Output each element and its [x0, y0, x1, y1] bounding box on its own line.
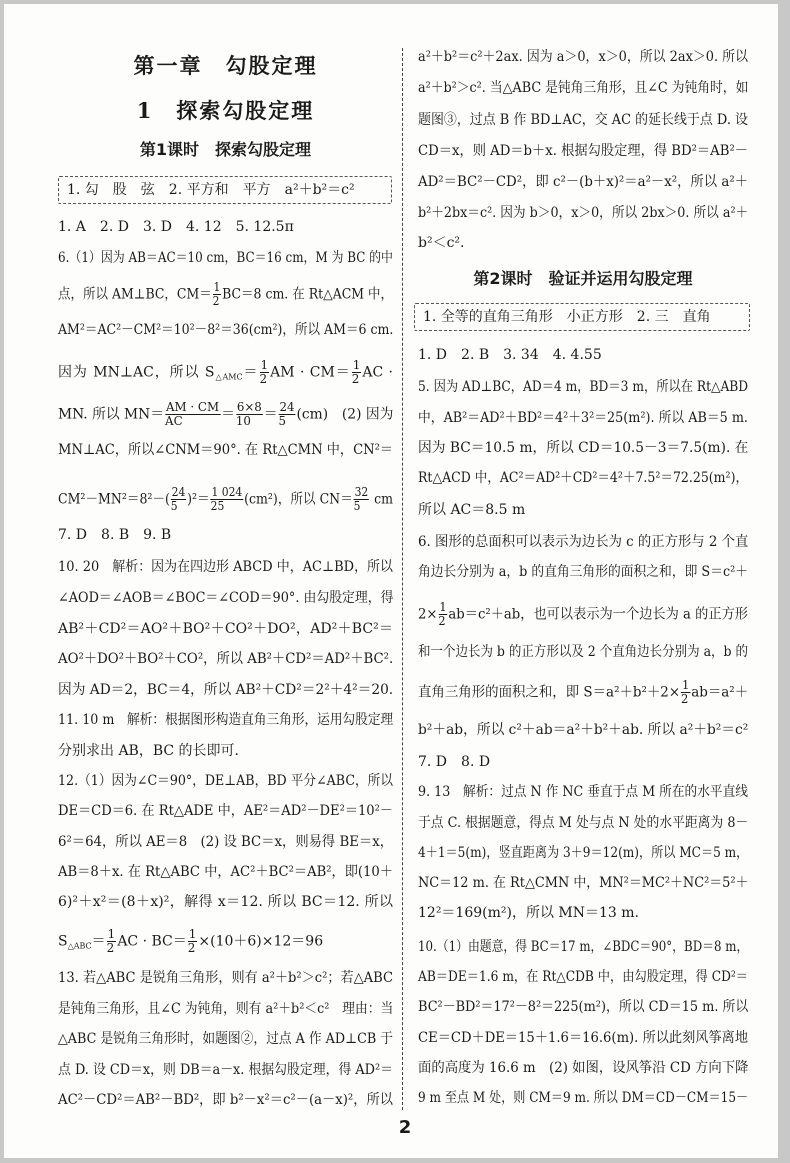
text-segment: 9 m 至点 M 处，则 CM＝9 m. 所以 DM＝CD－CM＝15－: [418, 1090, 749, 1106]
text-segment: AB＝DE＝1.6 m，在 Rt△CDB 中，由勾股定理，得 CD²＝: [418, 969, 748, 985]
text-line: [58, 400, 394, 428]
text-line: [418, 1027, 748, 1049]
text-line: [58, 1028, 393, 1050]
text-segment: ab＝a²＋: [691, 684, 749, 701]
text-line: [418, 531, 748, 553]
text-segment: 角边长分别为 a，b 的直角三角形的面积之和，即 S＝c²＋: [418, 564, 748, 580]
text-segment: 因为 MN⊥AC，所以 S: [58, 364, 215, 381]
text-line: [58, 998, 393, 1020]
text-line: [418, 46, 748, 68]
text-line: [58, 216, 393, 238]
fraction-denominator: 2: [681, 692, 689, 706]
text-segment: b²＜c².: [418, 235, 465, 251]
page-number: 2: [398, 1117, 412, 1138]
text-segment: MN. 所以 MN＝: [58, 406, 165, 423]
text-line: [418, 902, 748, 924]
text-line: [418, 781, 748, 803]
text-line: [418, 1087, 748, 1109]
text-segment: 6)²＋x²＝(8＋x)²，解得 x＝12. 所以 BC＝12. 所以: [58, 894, 393, 910]
text-line: [58, 927, 393, 955]
fraction-denominator: 5: [353, 499, 361, 513]
text-segment: 1. D 2. B 3. 34 4. 4.55: [418, 347, 602, 363]
summary-box-lesson-2: [414, 303, 750, 331]
fraction: [354, 486, 369, 513]
text-segment: 11. 10 m 解析：根据图形构造直角三角形，运用勾股定理: [58, 712, 394, 728]
text-segment: 点 D. 设 CD＝x，则 DB＝a－x. 根据勾股定理，得 AD²＝: [58, 1062, 393, 1078]
text-segment: cm: [370, 491, 393, 508]
text-segment: 10. 20 解析：因为在四边形 ABCD 中，AC⊥BD，所以: [58, 559, 393, 575]
fraction-numerator: 24: [279, 400, 295, 414]
text-segment: AC ·: [362, 364, 394, 381]
text-segment: CE＝CD＋DE＝15＋1.6＝16.6(m). 所以此刻风筝离地: [418, 1030, 748, 1046]
lesson-2-title: 第2课时 验证并运用勾股定理: [473, 269, 693, 288]
text-line: [58, 358, 394, 386]
text-segment: 于点 C. 根据题意，得点 M 处与点 N 处的水平距离为 8－: [418, 815, 749, 831]
text-segment: 点，所以 AM⊥BC，CM＝: [58, 286, 212, 303]
fraction-numerator: 6×8: [236, 400, 262, 414]
text-segment: 2×: [418, 606, 438, 623]
column-divider: [402, 48, 403, 1110]
chapter-title: 第一章 勾股定理: [133, 54, 318, 78]
text-segment: 题图③，过点 B 作 BD⊥AC，交 AC 的延长线于点 D. 设: [418, 112, 748, 128]
text-segment: (cm²)，所以 CN＝: [244, 491, 353, 508]
fraction-denominator: 2: [438, 614, 446, 628]
subscript: △ABC: [67, 941, 92, 951]
fraction: [279, 401, 296, 428]
fraction: [171, 486, 186, 513]
text-line: [58, 485, 393, 513]
text-line: [418, 561, 748, 583]
text-segment: 直角三角形的面积之和，即 S＝a²＋b²＋2×: [418, 684, 681, 701]
text-segment: AM · CM＝: [270, 364, 351, 381]
text-segment: AC · BC＝: [117, 933, 187, 950]
text-segment: ×(10＋6)×12＝96: [198, 933, 324, 950]
text-line: [58, 770, 393, 792]
text-segment: (cm) (2) 因为: [296, 406, 394, 423]
text-segment: 面的高度为 16.6 m (2) 如图，设风筝沿 CD 方向下降: [418, 1060, 749, 1076]
fraction: [260, 359, 270, 386]
fraction-denominator: 5: [278, 414, 287, 428]
text-segment: AB＝8＋x. 在 Rt△ABC 中，AC²＋BC²＝AB²，即(10＋: [58, 864, 393, 880]
fraction: [681, 679, 690, 706]
summary-box-text: 1. 勾 股 弦 2. 平方和 平方 a²＋b²＝c²: [67, 182, 355, 198]
text-line: [58, 648, 393, 670]
text-segment: 9. 13 解析：过点 N 作 NC 垂直于点 M 所在的水平直线: [418, 784, 748, 800]
text-segment: AB²＋CD²＝AO²＋BO²＋CO²＋DO²，AD²＋BC²＝: [58, 621, 393, 637]
text-line: [58, 587, 393, 609]
text-line: [418, 499, 748, 521]
text-line: [58, 831, 393, 853]
fraction-denominator: 2: [106, 941, 115, 955]
text-line: [418, 437, 748, 459]
section-title: 1 探索勾股定理: [136, 98, 315, 123]
text-segment: 中，AB²＝AD²＋BD²＝4²＋3²＝25(m²). 所以 AB＝5 m.: [418, 410, 748, 426]
fraction: [236, 401, 263, 428]
text-segment: AD²＝BC²－CD²，即 c²－(b＋x)²＝a²－x²，所以 a²＋: [418, 174, 748, 190]
text-segment: b²＋ab，所以 c²＋ab＝a²＋b²＋ab. 所以 a²＋b²＝c²: [418, 722, 749, 738]
fraction-numerator: 1: [107, 927, 116, 941]
text-segment: AO²＋DO²＋BO²＋CO²，所以 AB²＋CD²＝AD²＋BC².: [58, 651, 394, 667]
text-line: [418, 936, 748, 958]
fraction-numerator: 32: [354, 485, 369, 499]
text-segment: ＝: [221, 406, 235, 423]
fraction-denominator: 2: [212, 294, 220, 308]
fraction-numerator: AM · CM: [166, 400, 220, 414]
text-line: [58, 861, 393, 883]
subscript: △AMC: [214, 372, 243, 382]
text-segment: 6. 图形的总面积可以表示为边长为 c 的正方形与 2 个直: [418, 534, 749, 550]
fraction: [211, 486, 244, 513]
text-line: [418, 1057, 748, 1079]
fraction-denominator: AC: [165, 414, 183, 428]
text-line: [418, 344, 748, 366]
text-segment: NC＝12 m. 在 Rt△CMN 中，MN²＝MC²＋NC²＝5²＋: [418, 875, 749, 891]
text-segment: 4＋1＝5(m)，竖直距离为 3＋9＝12(m)，所以 MC＝5 m，: [418, 845, 749, 861]
text-line: [418, 641, 748, 663]
text-line: [418, 140, 748, 162]
text-segment: )²＝: [187, 491, 210, 508]
text-segment: 所以 AC＝8.5 m: [418, 502, 526, 518]
text-segment: CM²－MN²＝8²－(: [58, 491, 170, 508]
text-segment: 分别求出 AB，BC 的长即可.: [58, 743, 240, 759]
text-segment: a²＋b²＞c². 当△ABC 是钝角三角形，且∠C 为钝角时，如: [418, 80, 749, 96]
fraction-numerator: 1: [352, 358, 361, 372]
text-segment: 12.（1）因为∠C＝90°，DE⊥AB，BD 平分∠ABC，所以: [58, 773, 393, 789]
text-line: [58, 618, 393, 640]
fraction: [438, 601, 447, 628]
text-segment: b²＋2bx＝c². 因为 b＞0，x＞0，所以 2bx＞0. 所以 a²＋: [418, 205, 749, 221]
text-segment: BC＝8 cm. 在 Rt△ACM 中，: [222, 286, 394, 303]
fraction-numerator: 1: [188, 927, 197, 941]
text-segment: Rt△ACD 中，AC²＝AD²＋CD²＝4²＋7.5²＝72.25(m²)，: [418, 470, 748, 486]
text-line: [418, 232, 748, 254]
text-line: [58, 679, 393, 701]
text-line: [58, 524, 393, 546]
text-segment: 7. D 8. B 9. B: [58, 527, 172, 543]
text-segment: 7. D 8. D: [418, 754, 491, 770]
text-segment: 10.（1）由题意，得 BC＝17 m，∠BDC＝90°，BD＝8 m，: [418, 939, 749, 955]
text-segment: ＝: [242, 364, 259, 381]
text-segment: ab＝c²＋ab，也可以表示为一个边长为 a 的正方形: [448, 606, 748, 623]
text-segment: 和一个边长为 b 的正方形以及 2 个直角边长分别为 a，b 的: [418, 644, 748, 660]
text-segment: AM²＝AC²－CM²＝10²－8²＝36(cm²)，所以 AM＝6 cm.: [58, 322, 394, 338]
fraction: [213, 281, 222, 308]
fraction: [107, 928, 117, 955]
text-segment: 12²＝169(m²)，所以 MN＝13 m.: [418, 905, 639, 921]
fraction-numerator: 1: [213, 280, 221, 294]
text-line: [418, 966, 748, 988]
text-segment: DE＝CD＝6. 在 Rt△ADE 中，AE²＝AD²－DE²＝10²－: [58, 803, 393, 819]
text-segment: △ABC 是锐角三角形时，如题图②，过点 A 作 AD⊥CB 于: [58, 1031, 393, 1047]
text-line: [58, 280, 394, 308]
fraction-numerator: 24: [171, 485, 186, 499]
fraction-numerator: 1: [682, 678, 690, 692]
lesson-1-title: 第1课时 探索勾股定理: [139, 140, 312, 159]
text-line: [418, 996, 748, 1018]
text-line: [418, 600, 748, 628]
text-line: [58, 967, 393, 989]
text-segment: a²＋b²＝c²＋2ax. 因为 a＞0，x＞0，所以 2ax＞0. 所以: [418, 49, 748, 65]
text-segment: 6²＝64，所以 AE＝8 (2) 设 BC＝x，则易得 BE＝x，: [58, 834, 393, 850]
summary-box-text: 1. 全等的直角三角形 小正方形 2. 三 直角: [423, 309, 711, 325]
text-line: [418, 77, 748, 99]
text-line: [418, 467, 748, 489]
text-segment: CD＝x，则 AD＝b＋x. 根据勾股定理，得 BD²＝AB²－: [418, 143, 748, 159]
text-line: [418, 719, 748, 741]
text-line: [418, 171, 748, 193]
text-line: [58, 709, 393, 731]
fraction-numerator: 1: [439, 600, 447, 614]
fraction: [165, 401, 220, 428]
text-line: [418, 678, 749, 706]
text-segment: ∠AOD＝∠AOB＝∠BOC＝∠COD＝90°. 由勾股定理，得: [58, 590, 394, 606]
text-line: [418, 202, 748, 224]
text-segment: 5. 因为 AD⊥BC，AD＝4 m，BD＝3 m，所以在 Rt△ABD: [418, 379, 749, 395]
text-line: [418, 407, 748, 429]
fraction: [188, 928, 198, 955]
text-segment: 6.（1）因为 AB＝AC＝10 cm，BC＝16 cm，M 为 BC 的中: [58, 250, 393, 266]
fraction-numerator: 1 024: [211, 485, 243, 499]
text-segment: MN⊥AC，所以∠CNM＝90°. 在 Rt△CMN 中，CN²＝: [58, 442, 394, 458]
text-segment: 是钝角三角形，且∠C 为钝角，则有 a²＋b²＜c² 理由：当: [58, 1001, 394, 1017]
text-segment: 13. 若△ABC 是锐角三角形，则有 a²＋b²＞c²；若△ABC: [58, 970, 393, 986]
text-segment: ＝: [263, 406, 278, 423]
fraction: [352, 359, 362, 386]
summary-box-lesson-1: [58, 176, 392, 204]
text-segment: 因为 AD＝2，BC＝4，所以 AB²＋CD²＝2²＋4²＝20.: [58, 682, 394, 698]
text-line: [58, 319, 393, 341]
text-segment: BC²－BD²＝17²－8²＝225(m²)，所以 CD＝15 m. 所以: [418, 999, 749, 1015]
fraction-denominator: 10: [235, 414, 251, 428]
fraction-denominator: 2: [187, 941, 196, 955]
text-segment: 1. A 2. D 3. D 4. 12 5. 12.5π: [58, 219, 294, 235]
text-segment: AC²－CD²＝AB²－BD²，即 b²－x²＝c²－(a－x)²，所以: [58, 1092, 393, 1108]
text-line: [418, 812, 748, 834]
fraction-denominator: 25: [210, 499, 225, 513]
text-segment: 因为 BC＝10.5 m，所以 CD＝10.5－3＝7.5(m). 在: [418, 440, 749, 456]
fraction-denominator: 5: [170, 499, 178, 513]
text-line: [418, 842, 748, 864]
text-line: [58, 740, 393, 762]
text-segment: S: [58, 933, 68, 950]
text-line: [58, 1059, 393, 1081]
fraction-denominator: 2: [259, 372, 268, 386]
text-line: [418, 376, 748, 398]
fraction-numerator: 1: [260, 358, 269, 372]
fraction-denominator: 2: [351, 372, 360, 386]
text-segment: ＝: [91, 933, 106, 950]
text-line: [58, 439, 393, 461]
text-line: [418, 872, 748, 894]
text-line: [58, 247, 393, 269]
text-line: [58, 891, 393, 913]
text-line: [418, 109, 748, 131]
text-line: [418, 751, 748, 773]
text-line: [58, 800, 393, 822]
text-line: [58, 1089, 393, 1111]
text-line: [58, 556, 393, 578]
